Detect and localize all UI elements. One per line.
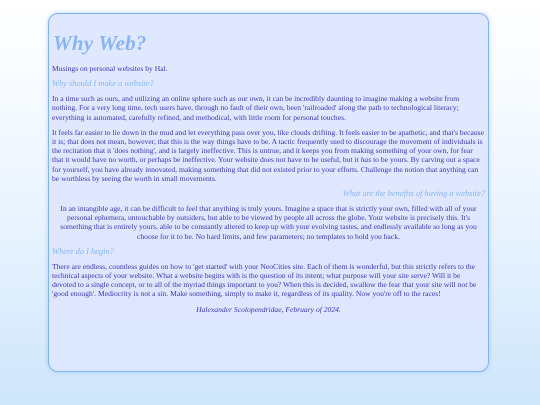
section-heading-benefits: What are the benefits of having a website? — [342, 189, 485, 199]
section-heading-begin: Where do I begin? — [52, 246, 114, 256]
page-title: Why Web? — [53, 31, 147, 55]
emphasis-text: has — [360, 155, 372, 165]
paragraph-part: It feels far easier to lie down in the mud and let everything pass over you, like clouds drifting. It feels easier to be apathetic, and that's because it is; that does not mean, however, that this is the way things have to be. A tactic frequently used to discourage the movement of individuals is the recitation that it 'does nothing', and is largely ineffective. This is untrue, and it keeps you from making something of your own, for fear that it would have no worth, or perhaps be ineffective. Your website does not have to be useful, but it — [52, 127, 484, 165]
section-heading-why: Why should I make a website? — [52, 79, 154, 89]
paragraph: In a time such as ours, and utilizing an online sphere such as our own, it can be incredibly daunting to imagine making a website from nothing. For a very long time, tech users have, through no fault of their own, been 'railroaded' along the path to technological literacy; everything is automated, carefully refined, and methodical, with little room for personal touches. — [52, 94, 460, 122]
content-panel — [48, 13, 489, 372]
paragraph: In an intangible age, it can be difficult to feel that anything is truly yours. Imagine a space that is strictly your own, filled with all of your personal ephemera, untouchable by outsiders, but able to be viewed by people all across the globe. Your website is precisely this. It's something that is entirely yours, able to be constantly altered to keep up with your evolving tastes, and endlessly available so long as you choose for it to be. No hard limits, and few parameters; no templates to hold you back. — [60, 204, 477, 241]
paragraph — [52, 128, 485, 183]
paragraph-part: to be yours. By carving out a space for yourself, you have already innovated, making something that did not existed prior to your efforts. Challenge the notion that anything can be worthless by seeing the worth in small movements. — [52, 155, 480, 183]
paragraph: There are endless, countless guides on how to 'get started' with your NeoCities site. Each of them is wonderful, but this strictly refers to the technical aspects of your website. What a website begins with is the question of its intent; what purpose will your site serve? Will it be devoted to a single concept, or to all of the myriad things important to you? When this is decided, swallow the fear that your site will not be 'good enough'. Mediocrity is not a sin. Make something, simply to make it, regardless of its quality. Now you're off to the races! — [52, 261, 477, 299]
intro-text: Musings on personal websites by Hal. — [52, 64, 168, 73]
signature: Halexander Scolopendridae, February of 2024. — [196, 304, 341, 314]
